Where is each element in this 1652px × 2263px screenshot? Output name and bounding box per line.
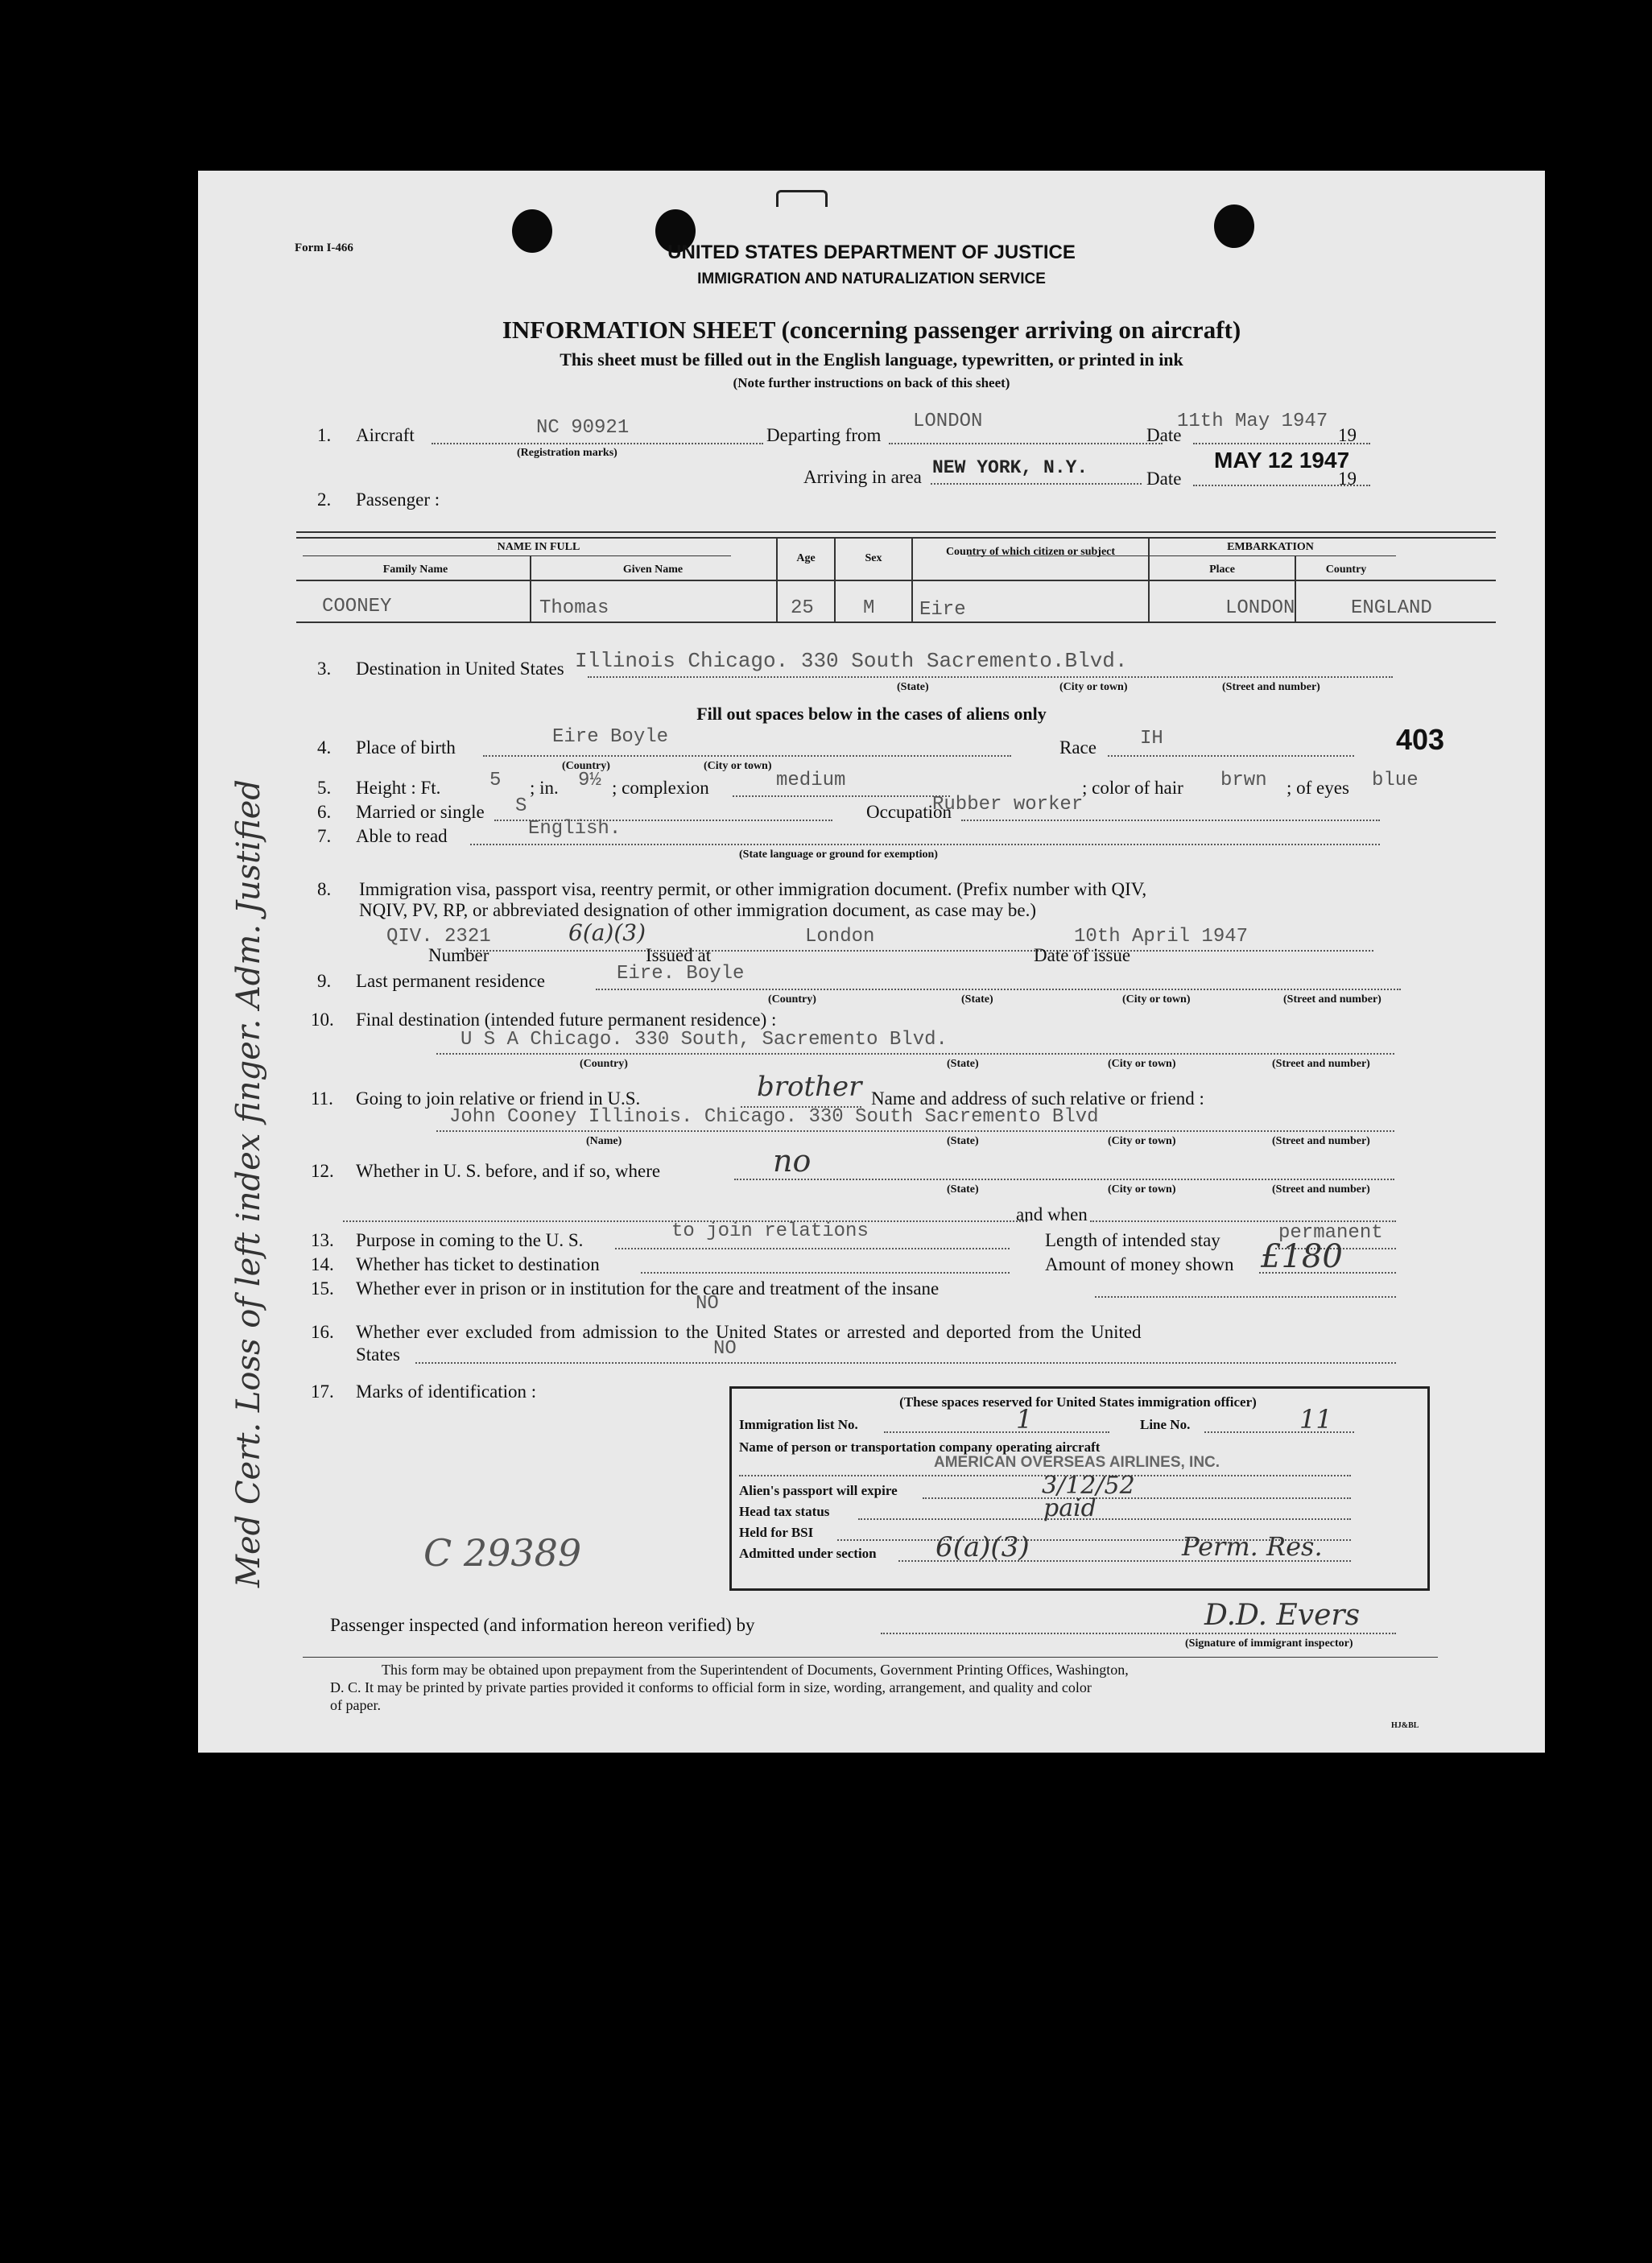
street-caption: (Street and number) bbox=[1272, 1183, 1370, 1196]
occupation-value: Rubber worker bbox=[932, 794, 1084, 816]
age-cell: 25 bbox=[791, 597, 814, 619]
inches-label: ; in. bbox=[530, 778, 559, 798]
table-border bbox=[296, 537, 1496, 539]
departure-date: 11th May 1947 bbox=[1177, 411, 1328, 432]
dotted-line bbox=[734, 1179, 1394, 1180]
birthplace-label: Place of birth bbox=[356, 737, 456, 758]
signature-caption: (Signature of immigrant inspector) bbox=[1185, 1637, 1353, 1650]
dotted-line bbox=[884, 1431, 1109, 1433]
name-in-full-header: NAME IN FULL bbox=[497, 541, 580, 553]
item-number: 3. bbox=[317, 659, 332, 679]
item-number: 11. bbox=[311, 1088, 333, 1109]
complexion-label: ; complexion bbox=[612, 778, 709, 798]
item-number: 5. bbox=[317, 778, 332, 798]
final-destination-value: U S A Chicago. 330 South, Sacremento Blvd. bbox=[460, 1029, 948, 1051]
height-inches: 9½ bbox=[578, 770, 601, 791]
city-caption: (City or town) bbox=[1108, 1058, 1176, 1070]
item-number: 17. bbox=[311, 1381, 334, 1402]
date-label: Date bbox=[1146, 425, 1182, 445]
note: (Note further instructions on back of this sheet) bbox=[733, 375, 1010, 390]
admitted-note: Perm. Res. bbox=[1182, 1531, 1323, 1562]
dotted-line bbox=[415, 1362, 1396, 1364]
excluded-value: NO bbox=[713, 1338, 737, 1360]
visa-date: 10th April 1947 bbox=[1074, 926, 1249, 948]
read-value: English. bbox=[528, 818, 622, 840]
table-border bbox=[303, 555, 731, 556]
file-number: C 29389 bbox=[423, 1531, 582, 1575]
issued-label: Issued at bbox=[646, 945, 712, 965]
item-number: 7. bbox=[317, 826, 332, 846]
purpose-label: Purpose in coming to the U. S. bbox=[356, 1230, 584, 1250]
dotted-line bbox=[961, 820, 1380, 821]
passport-expiry-value: 3/12/52 bbox=[1042, 1472, 1135, 1500]
item-number: 12. bbox=[311, 1161, 334, 1181]
item-number: 6. bbox=[317, 802, 332, 822]
city-caption: (City or town) bbox=[1108, 1183, 1176, 1196]
country-caption: (Country) bbox=[562, 760, 610, 772]
dotted-line bbox=[596, 989, 1401, 990]
given-name-header: Given Name bbox=[622, 564, 684, 576]
table-border bbox=[834, 537, 836, 621]
company-stamp: AMERICAN OVERSEAS AIRLINES, INC. bbox=[934, 1454, 1220, 1471]
ticket-label: Whether has ticket to destination bbox=[356, 1254, 600, 1274]
arriving-value: NEW YORK, N.Y. bbox=[932, 457, 1088, 478]
reg-marks-caption: (Registration marks) bbox=[517, 447, 617, 459]
dotted-line bbox=[889, 443, 1163, 444]
street-caption: (Street and number) bbox=[1222, 681, 1320, 693]
visa-issued: London bbox=[805, 926, 875, 948]
state-caption: (State) bbox=[947, 1135, 979, 1147]
item-number: 16. bbox=[311, 1322, 334, 1342]
dotted-line bbox=[881, 1633, 1396, 1634]
dotted-line bbox=[931, 483, 1142, 485]
item-number: 15. bbox=[311, 1278, 334, 1299]
eyes-value: blue bbox=[1372, 770, 1419, 791]
footer-line-1: This form may be obtained upon prepayment from the Superintendent of Documents, Government Printing Offices, Washington, bbox=[382, 1662, 1129, 1678]
head-tax-label: Head tax status bbox=[739, 1504, 830, 1519]
dotted-line bbox=[1108, 755, 1354, 757]
state-caption: (State) bbox=[961, 993, 993, 1006]
money-label: Amount of money shown bbox=[1045, 1254, 1234, 1274]
occupation-label: Occupation bbox=[866, 802, 952, 822]
passenger-label: Passenger : bbox=[356, 489, 440, 510]
prison-value: NO bbox=[696, 1293, 719, 1315]
eyes-label: ; of eyes bbox=[1286, 778, 1349, 798]
form-number: Form I-466 bbox=[295, 242, 353, 254]
stay-value: permanent bbox=[1278, 1222, 1383, 1244]
head-tax-value: paid bbox=[1043, 1494, 1097, 1522]
arrival-date-suffix: 19 bbox=[1338, 469, 1357, 489]
item-number: 10. bbox=[311, 1010, 334, 1030]
read-label: Able to read bbox=[356, 826, 448, 846]
hair-label: ; color of hair bbox=[1082, 778, 1183, 798]
citizen-cell: Eire bbox=[919, 599, 966, 621]
inspector-signature: D.D. Evers bbox=[1204, 1599, 1361, 1632]
aliens-heading: Fill out spaces below in the cases of aliens only bbox=[696, 704, 1047, 724]
departing-value: LONDON bbox=[913, 411, 983, 432]
country-caption: (Country) bbox=[768, 993, 816, 1006]
dotted-line bbox=[464, 950, 1373, 952]
street-caption: (Street and number) bbox=[1272, 1058, 1370, 1070]
aircraft-label: Aircraft bbox=[356, 425, 415, 445]
arriving-label: Arriving in area bbox=[803, 467, 922, 487]
visa-text-1: Immigration visa, passport visa, reentry permit, or other immigration document. (Prefix number with QIV, bbox=[359, 879, 1147, 899]
margin-note: Med Cert. Loss of left index finger. Adm. Justified bbox=[230, 779, 267, 1588]
officer-box-heading: (These spaces reserved for United States immigration officer) bbox=[899, 1394, 1257, 1410]
visa-number: QIV. 2321 bbox=[386, 926, 491, 948]
table-border bbox=[296, 580, 1496, 581]
visa-text-2: NQIV, PV, RP, or abbreviated designation of other immigration document, as case may be.) bbox=[359, 900, 1037, 920]
footer-line-3: of paper. bbox=[330, 1697, 381, 1713]
destination-label: Destination in United States bbox=[356, 659, 564, 679]
dotted-line bbox=[436, 1130, 1394, 1132]
list-number-value: 1 bbox=[1016, 1404, 1033, 1435]
item-number: 4. bbox=[317, 737, 332, 758]
table-border bbox=[296, 621, 1496, 623]
place-header: Place bbox=[1209, 564, 1235, 576]
state-caption: (State) bbox=[947, 1183, 979, 1196]
item-number: 2. bbox=[317, 489, 332, 510]
line-number-value: 11 bbox=[1299, 1404, 1332, 1435]
excluded-label: Whether ever excluded from admission to the United States or arrested and deported from the United bbox=[356, 1322, 1142, 1342]
purpose-value: to join relations bbox=[671, 1220, 869, 1242]
item-number: 13. bbox=[311, 1230, 334, 1250]
dotted-line bbox=[436, 1053, 1394, 1055]
admitted-section-label: Admitted under section bbox=[739, 1546, 877, 1561]
departing-label: Departing from bbox=[766, 425, 882, 445]
page-title: INFORMATION SHEET (concerning passenger arriving on aircraft) bbox=[502, 316, 1241, 344]
street-caption: (Street and number) bbox=[1272, 1135, 1370, 1147]
issue-date-label: Date of issue bbox=[1034, 945, 1131, 965]
name-caption: (Name) bbox=[586, 1135, 622, 1147]
hair-value: brwn bbox=[1220, 770, 1267, 791]
aircraft-value: NC 90921 bbox=[536, 417, 630, 439]
embarkation-header: EMBARKATION bbox=[1227, 541, 1314, 553]
street-caption: (Street and number) bbox=[1283, 993, 1381, 1006]
height-feet: 5 bbox=[489, 770, 502, 791]
arrival-date-label: Date bbox=[1146, 469, 1182, 489]
passport-expiry-label: Alien's passport will expire bbox=[739, 1483, 898, 1498]
identification-label: Marks of identification : bbox=[356, 1381, 537, 1402]
form-sheet bbox=[198, 171, 1545, 1753]
dotted-line bbox=[588, 676, 1393, 678]
company-label: Name of person or transportation company operating aircraft bbox=[739, 1439, 1101, 1455]
table-border bbox=[296, 531, 1496, 533]
given-name-cell: Thomas bbox=[539, 597, 609, 619]
language-caption: (State language or ground for exemption) bbox=[739, 849, 938, 861]
relation-value: brother bbox=[757, 1071, 862, 1103]
country-cell: ENGLAND bbox=[1351, 597, 1432, 619]
residence-value: Eire. Boyle bbox=[617, 963, 745, 985]
country-header: Country bbox=[1325, 564, 1367, 576]
bsi-label: Held for BSI bbox=[739, 1525, 814, 1540]
dotted-line bbox=[923, 1497, 1351, 1499]
family-name-header: Family Name bbox=[382, 564, 448, 576]
printer-mark: HJ&BL bbox=[1391, 1721, 1419, 1730]
list-number-label: Immigration list No. bbox=[739, 1417, 858, 1432]
item-number: 14. bbox=[311, 1254, 334, 1274]
dotted-line bbox=[1095, 1296, 1396, 1298]
city-caption: (City or town) bbox=[1122, 993, 1191, 1006]
item-number: 8. bbox=[317, 879, 332, 899]
final-destination-label: Final destination (intended future permanent residence) : bbox=[356, 1010, 777, 1030]
inspected-label: Passenger inspected (and information hereon verified) by bbox=[330, 1615, 755, 1635]
footer-line-2: D. C. It may be printed by private parties provided it conforms to official form in size, wording, arrangement, and quality and color bbox=[330, 1679, 1092, 1695]
dotted-line bbox=[432, 443, 763, 444]
city-caption: (City or town) bbox=[1108, 1135, 1176, 1147]
previous-visit-value: no bbox=[773, 1143, 812, 1179]
prison-label: Whether ever in prison or in institution for the care and treatment of the insane bbox=[356, 1278, 940, 1299]
state-caption: (State) bbox=[897, 681, 929, 693]
excluded-label-2: States bbox=[356, 1344, 400, 1365]
dotted-line bbox=[483, 755, 1011, 757]
city-caption: (City or town) bbox=[1059, 681, 1128, 693]
item-number: 1. bbox=[317, 425, 332, 445]
complexion-value: medium bbox=[776, 770, 846, 791]
dotted-line bbox=[733, 795, 950, 797]
service: IMMIGRATION AND NATURALIZATION SERVICE bbox=[697, 270, 1046, 287]
dotted-line bbox=[615, 1248, 1010, 1249]
footer-rule bbox=[303, 1657, 1438, 1658]
citizen-header: Country of which citizen or subject bbox=[945, 546, 1116, 558]
country-caption: (Country) bbox=[580, 1058, 628, 1070]
height-label: Height : Ft. bbox=[356, 778, 441, 798]
arrival-date-stamp: MAY 12 1947 bbox=[1214, 448, 1350, 473]
place-cell: LONDON bbox=[1225, 597, 1295, 619]
table-border bbox=[776, 537, 778, 621]
destination-value: Illinois Chicago. 330 South Sacremento.Blvd. bbox=[575, 649, 1128, 673]
stay-label: Length of intended stay bbox=[1045, 1230, 1220, 1250]
dotted-line bbox=[858, 1518, 1351, 1520]
marital-label: Married or single bbox=[356, 802, 485, 822]
race-value: IH bbox=[1140, 728, 1163, 750]
line-number-label: Line No. bbox=[1140, 1417, 1191, 1432]
sex-cell: M bbox=[863, 597, 875, 619]
join-relative-label: Going to join relative or friend in U.S. bbox=[356, 1088, 641, 1109]
dotted-line bbox=[641, 1272, 1010, 1274]
number-label: Number bbox=[428, 945, 489, 965]
race-label: Race bbox=[1059, 737, 1097, 758]
agency: UNITED STATES DEPARTMENT OF JUSTICE bbox=[667, 242, 1076, 263]
marital-value: S bbox=[515, 795, 527, 817]
admitted-section-value: 6(a)(3) bbox=[935, 1531, 1030, 1563]
sex-header: Sex bbox=[865, 552, 882, 564]
date-suffix: 19 bbox=[1338, 425, 1357, 445]
dotted-line bbox=[470, 844, 1380, 845]
age-header: Age bbox=[796, 552, 816, 564]
residence-label: Last permanent residence bbox=[356, 971, 545, 991]
family-name-cell: COONEY bbox=[322, 596, 392, 617]
when-label: and when bbox=[1016, 1204, 1088, 1224]
state-caption: (State) bbox=[947, 1058, 979, 1070]
instructions: This sheet must be filled out in the English language, typewritten, or printed in ink bbox=[560, 349, 1183, 370]
city-caption: (City or town) bbox=[704, 760, 772, 772]
relative-name-label: Name and address of such relative or friend : bbox=[871, 1088, 1204, 1109]
previous-visit-label: Whether in U. S. before, and if so, where bbox=[356, 1161, 661, 1181]
relative-value: John Cooney Illinois. Chicago. 330 South Sacremento Blvd bbox=[449, 1106, 1099, 1128]
item-number: 9. bbox=[317, 971, 332, 991]
money-value: £180 bbox=[1261, 1238, 1343, 1275]
race-code: 403 bbox=[1396, 723, 1445, 756]
visa-section: 6(a)(3) bbox=[568, 919, 646, 946]
clip-mark bbox=[776, 190, 828, 207]
birthplace-value: Eire Boyle bbox=[552, 726, 669, 748]
